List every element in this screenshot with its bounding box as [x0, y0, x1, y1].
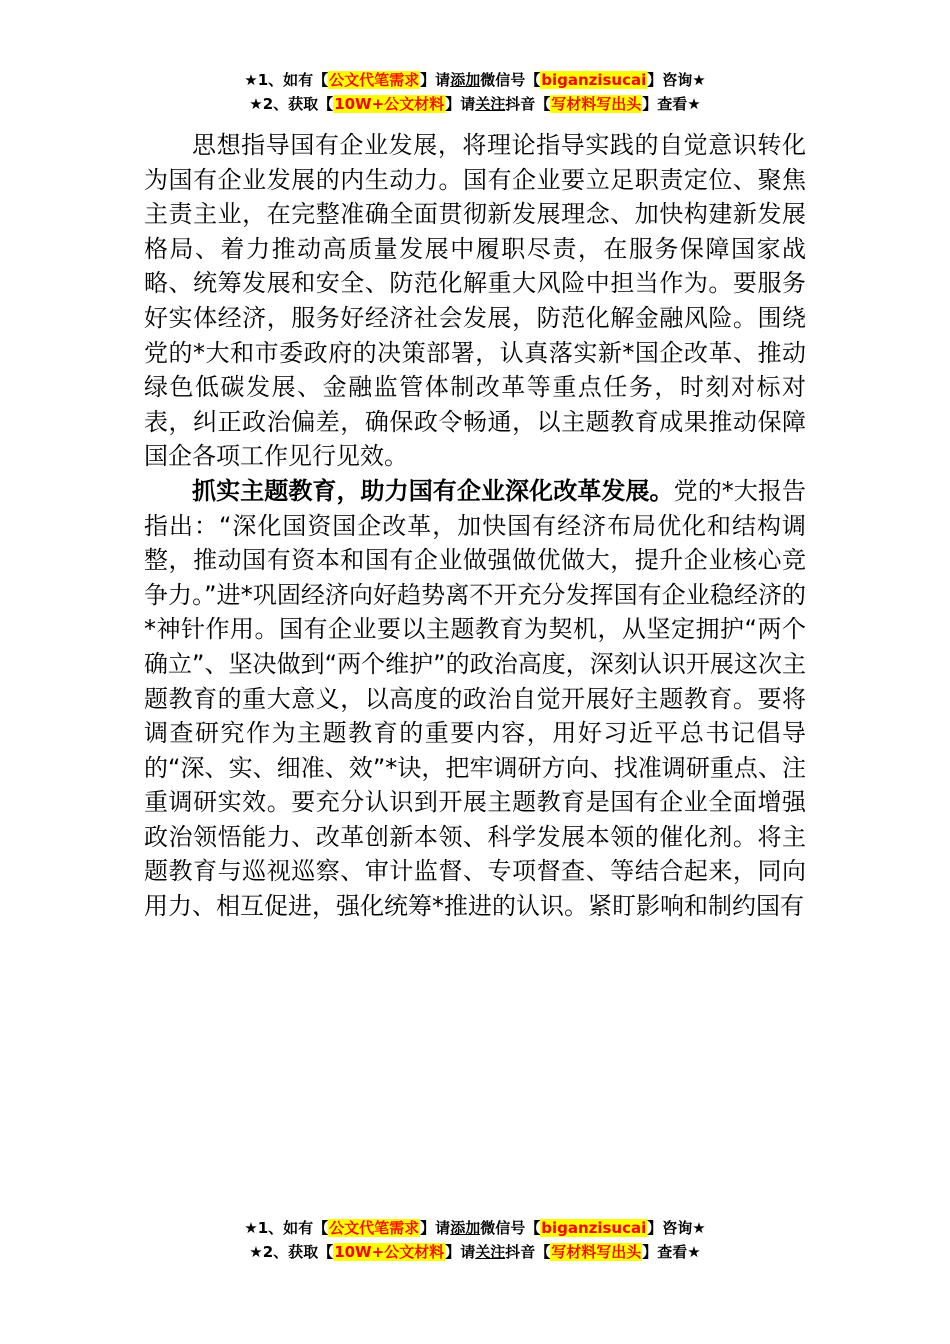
paragraph: 思想指导国有企业发展，将理论指导实践的自觉意识转化为国有企业发展的内生动力。国有企业要立足职责定位、聚焦主责主业，在完整准确全面贯彻新发展理念、加快构建新发展格局、着力推动高质量发展中履职尽责，在服务保障国家战略、统筹发展和安全、防范化解重大风险中担当作为。要服务好实体经济，服务好经济社会发展，防范化解金融风险。围绕党的*大和市委政府的决策部署，认真落实新*国企改革、推动绿色低碳发展、金融监管体制改革等重点任务，时刻对标对表，纠正政治偏差，确保政令畅通，以主题教育成果推动保障国企各项工作见行见效。 [144, 131, 806, 471]
footer-notice [0, 1216, 950, 1264]
notice-text: 2、获取【 [262, 1243, 334, 1261]
notice-text: 抖音【 [505, 95, 551, 113]
notice-text: 微信号【 [480, 71, 541, 89]
notice-text: 】咨询★ [647, 71, 706, 89]
highlight-douyin: 写材料写出头 [551, 95, 642, 113]
notice-underlined: 添加 [450, 1219, 481, 1237]
highlight-materials: 10W+公文材料 [334, 1243, 445, 1261]
notice-text: 1、如有【 [257, 1219, 329, 1237]
star-icon: ★ [244, 1219, 258, 1237]
highlight-service: 公文代笔需求 [329, 1219, 420, 1237]
highlight-wechat-id: biganzisucai [541, 1219, 647, 1237]
notice-text: 】请 [420, 1219, 451, 1237]
notice-text: 2、获取【 [262, 95, 334, 113]
highlight-wechat-id: biganzisucai [541, 71, 647, 89]
notice-text: 抖音【 [505, 1243, 551, 1261]
notice-text: 】请 [420, 71, 451, 89]
highlight-materials: 10W+公文材料 [334, 95, 445, 113]
highlight-douyin: 写材料写出头 [551, 1243, 642, 1261]
notice-line-1 [0, 68, 950, 92]
notice-text: 微信号【 [480, 1219, 541, 1237]
star-icon: ★ [249, 95, 263, 113]
highlight-service: 公文代笔需求 [329, 71, 420, 89]
notice-line-2 [0, 1240, 950, 1264]
paragraph [144, 474, 806, 924]
notice-text: 】咨询★ [647, 1219, 706, 1237]
notice-line-1 [0, 1216, 950, 1240]
star-icon: ★ [249, 1243, 263, 1261]
paragraph-heading: 抓实主题教育，助力国有企业深化改革发展。 [192, 476, 674, 505]
notice-text: 】查看★ [642, 1243, 701, 1261]
notice-text: 】请 [445, 1243, 476, 1261]
notice-line-2 [0, 92, 950, 116]
notice-underlined: 关注 [475, 1243, 506, 1261]
star-icon: ★ [244, 71, 258, 89]
document-body [144, 128, 806, 924]
paragraph-text: 党的*大报告指出：“深化国资国企改革，加快国有经济布局优化和结构调整，推动国有资本和国有企业做强做优做大，提升企业核心竞争力。”进*巩固经济向好趋势离不开充分发挥国有企业稳经济的*神针作用。国有企业要以主题教育为契机，从坚定拥护“两个确立”、坚决做到“两个维护”的政治高度，深刻认识开展这次主题教育的重大意义，以高度的政治自觉开展好主题教育。要将调查研究作为主题教育的重要内容，用好习近平总书记倡导的“深、实、细准、效”*诀，把牢调研方向、找准调研重点、注重调研实效。要充分认识到开展主题教育是国有企业全面增强政治领悟能力、改革创新本领、科学发展本领的催化剂。将主题教育与巡视巡察、审计监督、专项督查、等结合起来，同向用力、相互促进，强化统筹*推进的认识。紧盯影响和制约国有 [144, 476, 807, 921]
notice-underlined: 关注 [475, 95, 506, 113]
notice-text: 】查看★ [642, 95, 701, 113]
header-notice [0, 68, 950, 116]
notice-text: 1、如有【 [257, 71, 329, 89]
notice-underlined: 添加 [450, 71, 481, 89]
notice-text: 】请 [445, 95, 476, 113]
